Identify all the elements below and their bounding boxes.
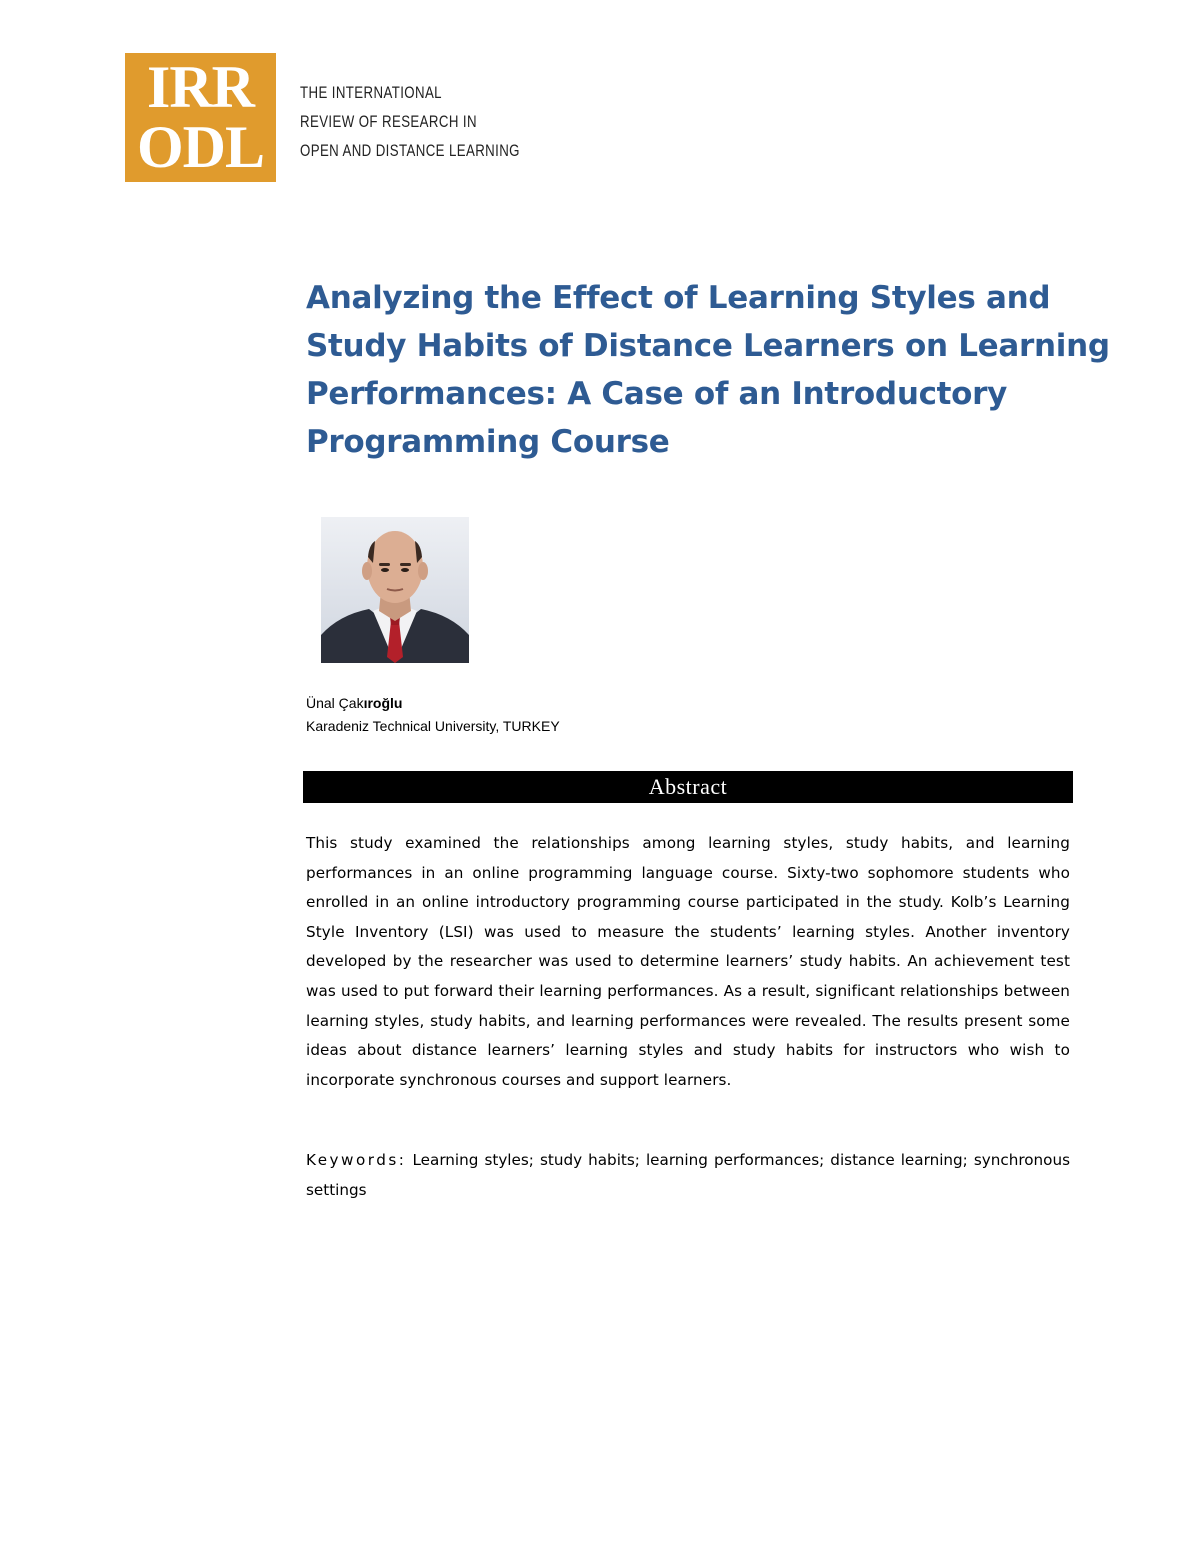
logo-mark (125, 53, 276, 182)
abstract-body: This study examined the relationships among learning styles, study habits, and learning performances in an online programming language course. Sixty-two sophomore students who enrolled in an online introductory programming course participated in the study. Kolb’s Learning Style Inventory (LSI) was used to measure the students’ learning styles. Another inventory developed by the researcher was used to determine learners’ study habits. An achievement test was used to put forward their learning performances. As a result, significant relationships between learning styles, study habits, and learning performances were revealed. The results present some ideas about distance learners’ learning styles and study habits for instructors who wish to incorporate synchronous courses and support learners. (306, 834, 1070, 1089)
logo-mark-line-2: ODL (136, 114, 265, 180)
title-line-4: Programming Course (306, 424, 670, 460)
title-line-2: Study Habits of Distance Learners on Learning (306, 328, 1110, 364)
keywords-label: Keywords: (306, 1151, 407, 1169)
journal-name-line-2: REVIEW OF RESEARCH IN (300, 112, 477, 131)
article-title (306, 274, 1110, 466)
author-affiliation: Karadeniz Technical University, TURKEY (306, 718, 560, 734)
title-line-1: Analyzing the Effect of Learning Styles and (306, 280, 1051, 316)
journal-name (300, 78, 520, 165)
journal-name-line-1: THE INTERNATIONAL (300, 83, 442, 102)
author-photo (321, 517, 469, 663)
logo-mark-line-1: IRR (146, 54, 254, 120)
keywords (306, 1146, 1070, 1205)
author-name-part-1: Ünal Çak (306, 695, 364, 711)
journal-logo (125, 53, 520, 182)
author-name (306, 693, 402, 713)
author-name-part-2: ıroğlu (363, 695, 403, 711)
title-line-3: Performances: A Case of an Introductory (306, 376, 1008, 412)
keywords-list: Learning styles; study habits; learning performances; distance learning; synchronous settings (306, 1151, 1071, 1199)
abstract-heading: Abstract (303, 771, 1073, 803)
journal-name-line-3: OPEN AND DISTANCE LEARNING (300, 141, 520, 160)
